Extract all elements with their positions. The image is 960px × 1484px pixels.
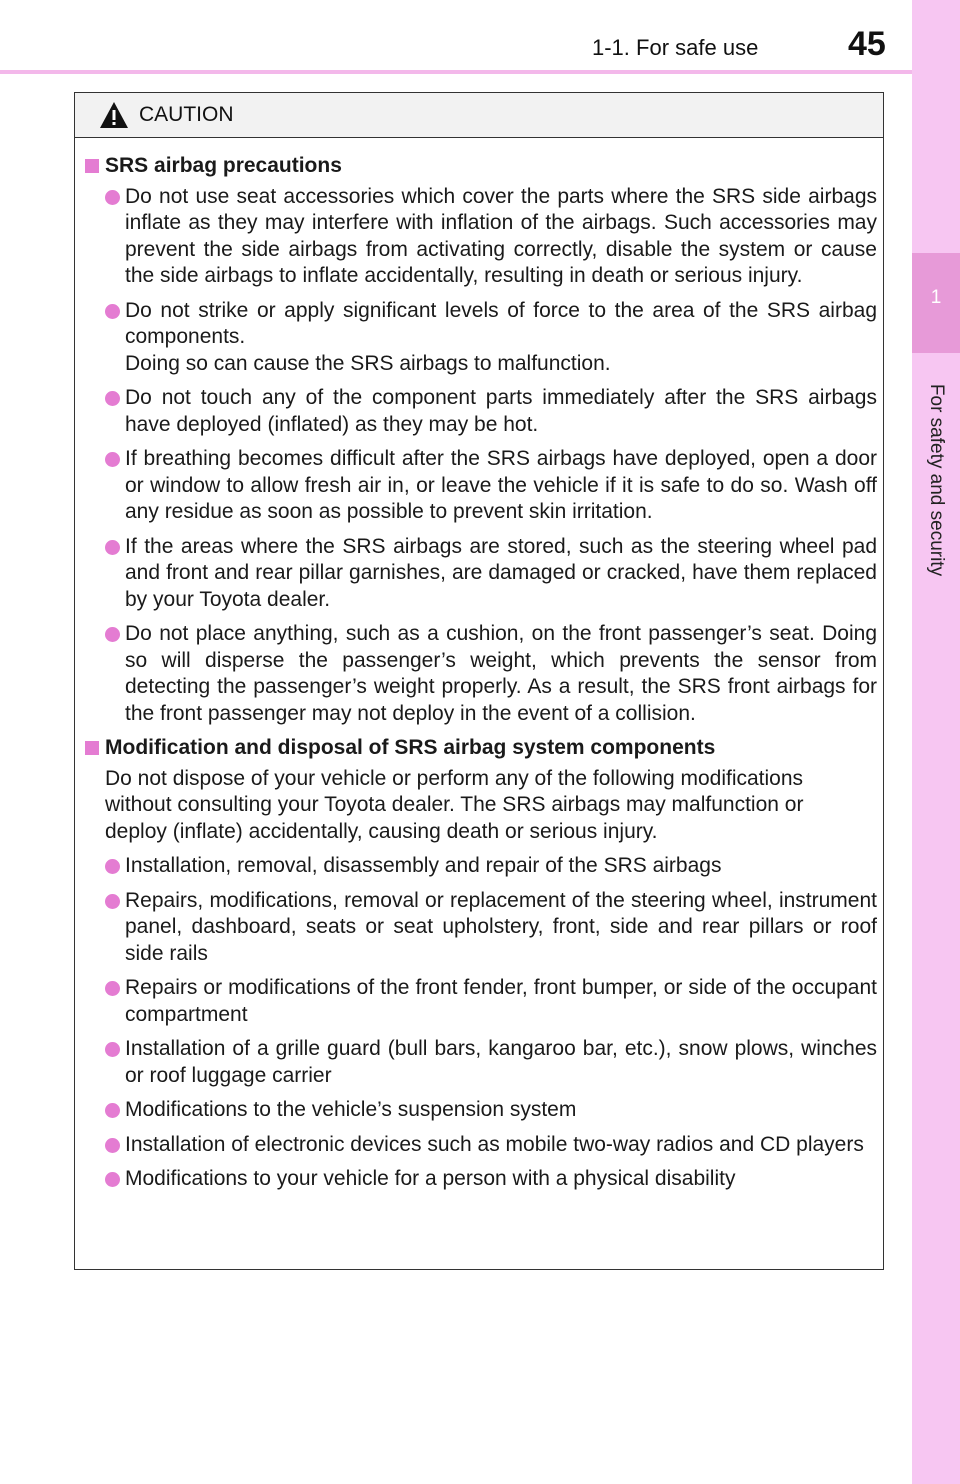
list-item: If breathing becomes difficult after the SRS airbags have deployed, open a door or window to allow fresh air in, or leave the vehicle if it is safe to do so. Wash off any residue as soon as possible to prevent skin irritation.	[75, 446, 885, 526]
caution-label: CAUTION	[139, 103, 234, 126]
round-bullet-icon	[105, 391, 120, 406]
round-bullet-icon	[105, 627, 120, 642]
list-item: Installation of electronic devices such as mobile two-way radios and CD players	[75, 1132, 885, 1159]
list-item: Installation of a grille guard (bull bars, kangaroo bar, etc.), snow plows, winches or roof luggage carrier	[75, 1036, 885, 1089]
round-bullet-icon	[105, 304, 120, 319]
list-item: Repairs, modifications, removal or replacement of the steering wheel, instrument panel, dashboard, seats or seat upholstery, front, side and rear pillars or roof side rails	[75, 888, 885, 968]
round-bullet-icon	[105, 859, 120, 874]
header-rule	[0, 70, 912, 74]
section-title: 1-1. For safe use	[592, 35, 759, 60]
list-item-note: Doing so can cause the SRS airbags to malfunction.	[125, 351, 611, 375]
round-bullet-icon	[105, 1042, 120, 1057]
round-bullet-icon	[105, 1172, 120, 1187]
section-heading-text: SRS airbag precautions	[105, 154, 342, 177]
chapter-number: 1	[930, 287, 942, 308]
round-bullet-icon	[105, 540, 120, 555]
list-item: Modifications to your vehicle for a person with a physical disability	[75, 1166, 885, 1193]
list-item: Installation, removal, disassembly and repair of the SRS airbags	[75, 853, 885, 880]
section-heading	[75, 735, 885, 762]
list-item: Modifications to the vehicle’s suspension system	[75, 1097, 885, 1124]
list-item: Do not place anything, such as a cushion, on the front passenger’s seat. Doing so will disperse the passenger’s weight, which prevents the sensor from detecting the passenger’s weight properly. As a result, the SRS front airbags for the front passenger may not deploy in the event of a collision.	[75, 621, 885, 727]
list-item: If the areas where the SRS airbags are stored, such as the steering wheel pad and front and rear pillar garnishes, are damaged or cracked, have them replaced by your Toyota dealer.	[75, 534, 885, 614]
section-intro: Do not dispose of your vehicle or perform any of the following modifications without consulting your Toyota dealer. The SRS airbags may malfunction or deploy (inflate) accidentally, causing death or serious injury.	[105, 766, 804, 843]
round-bullet-icon	[105, 190, 120, 205]
round-bullet-icon	[105, 894, 120, 909]
page-number: 45	[848, 25, 886, 63]
square-bullet-icon	[85, 159, 99, 173]
list-item: Do not use seat accessories which cover the parts where the SRS side airbags inflate as they may interfere with inflation of the airbags. Such accessories may prevent the side airbags from activating correctly, disable the system or cause the side airbags to inflate accidentally, resulting in death or serious injury.	[75, 184, 885, 290]
chapter-label: For safety and security	[926, 383, 947, 577]
caution-box	[74, 92, 884, 1270]
round-bullet-icon	[105, 981, 120, 996]
round-bullet-icon	[105, 1103, 120, 1118]
section-heading-text: Modification and disposal of SRS airbag system components	[105, 736, 716, 759]
list-item: Do not touch any of the component parts immediately after the SRS airbags have deployed (inflated) as they may be hot.	[75, 385, 885, 438]
list-item: Do not strike or apply significant levels of force to the area of the SRS airbag components. Doing so can cause the SRS airbags to malfunction.	[75, 298, 885, 378]
caution-header	[75, 93, 883, 138]
caution-content	[75, 153, 885, 1201]
square-bullet-icon	[85, 741, 99, 755]
chapter-side-tab	[912, 0, 960, 1484]
round-bullet-icon	[105, 1138, 120, 1153]
list-item: Repairs or modifications of the front fender, front bumper, or side of the occupant compartment	[75, 975, 885, 1028]
warning-triangle-icon	[99, 101, 129, 129]
section-heading	[75, 153, 885, 180]
round-bullet-icon	[105, 452, 120, 467]
